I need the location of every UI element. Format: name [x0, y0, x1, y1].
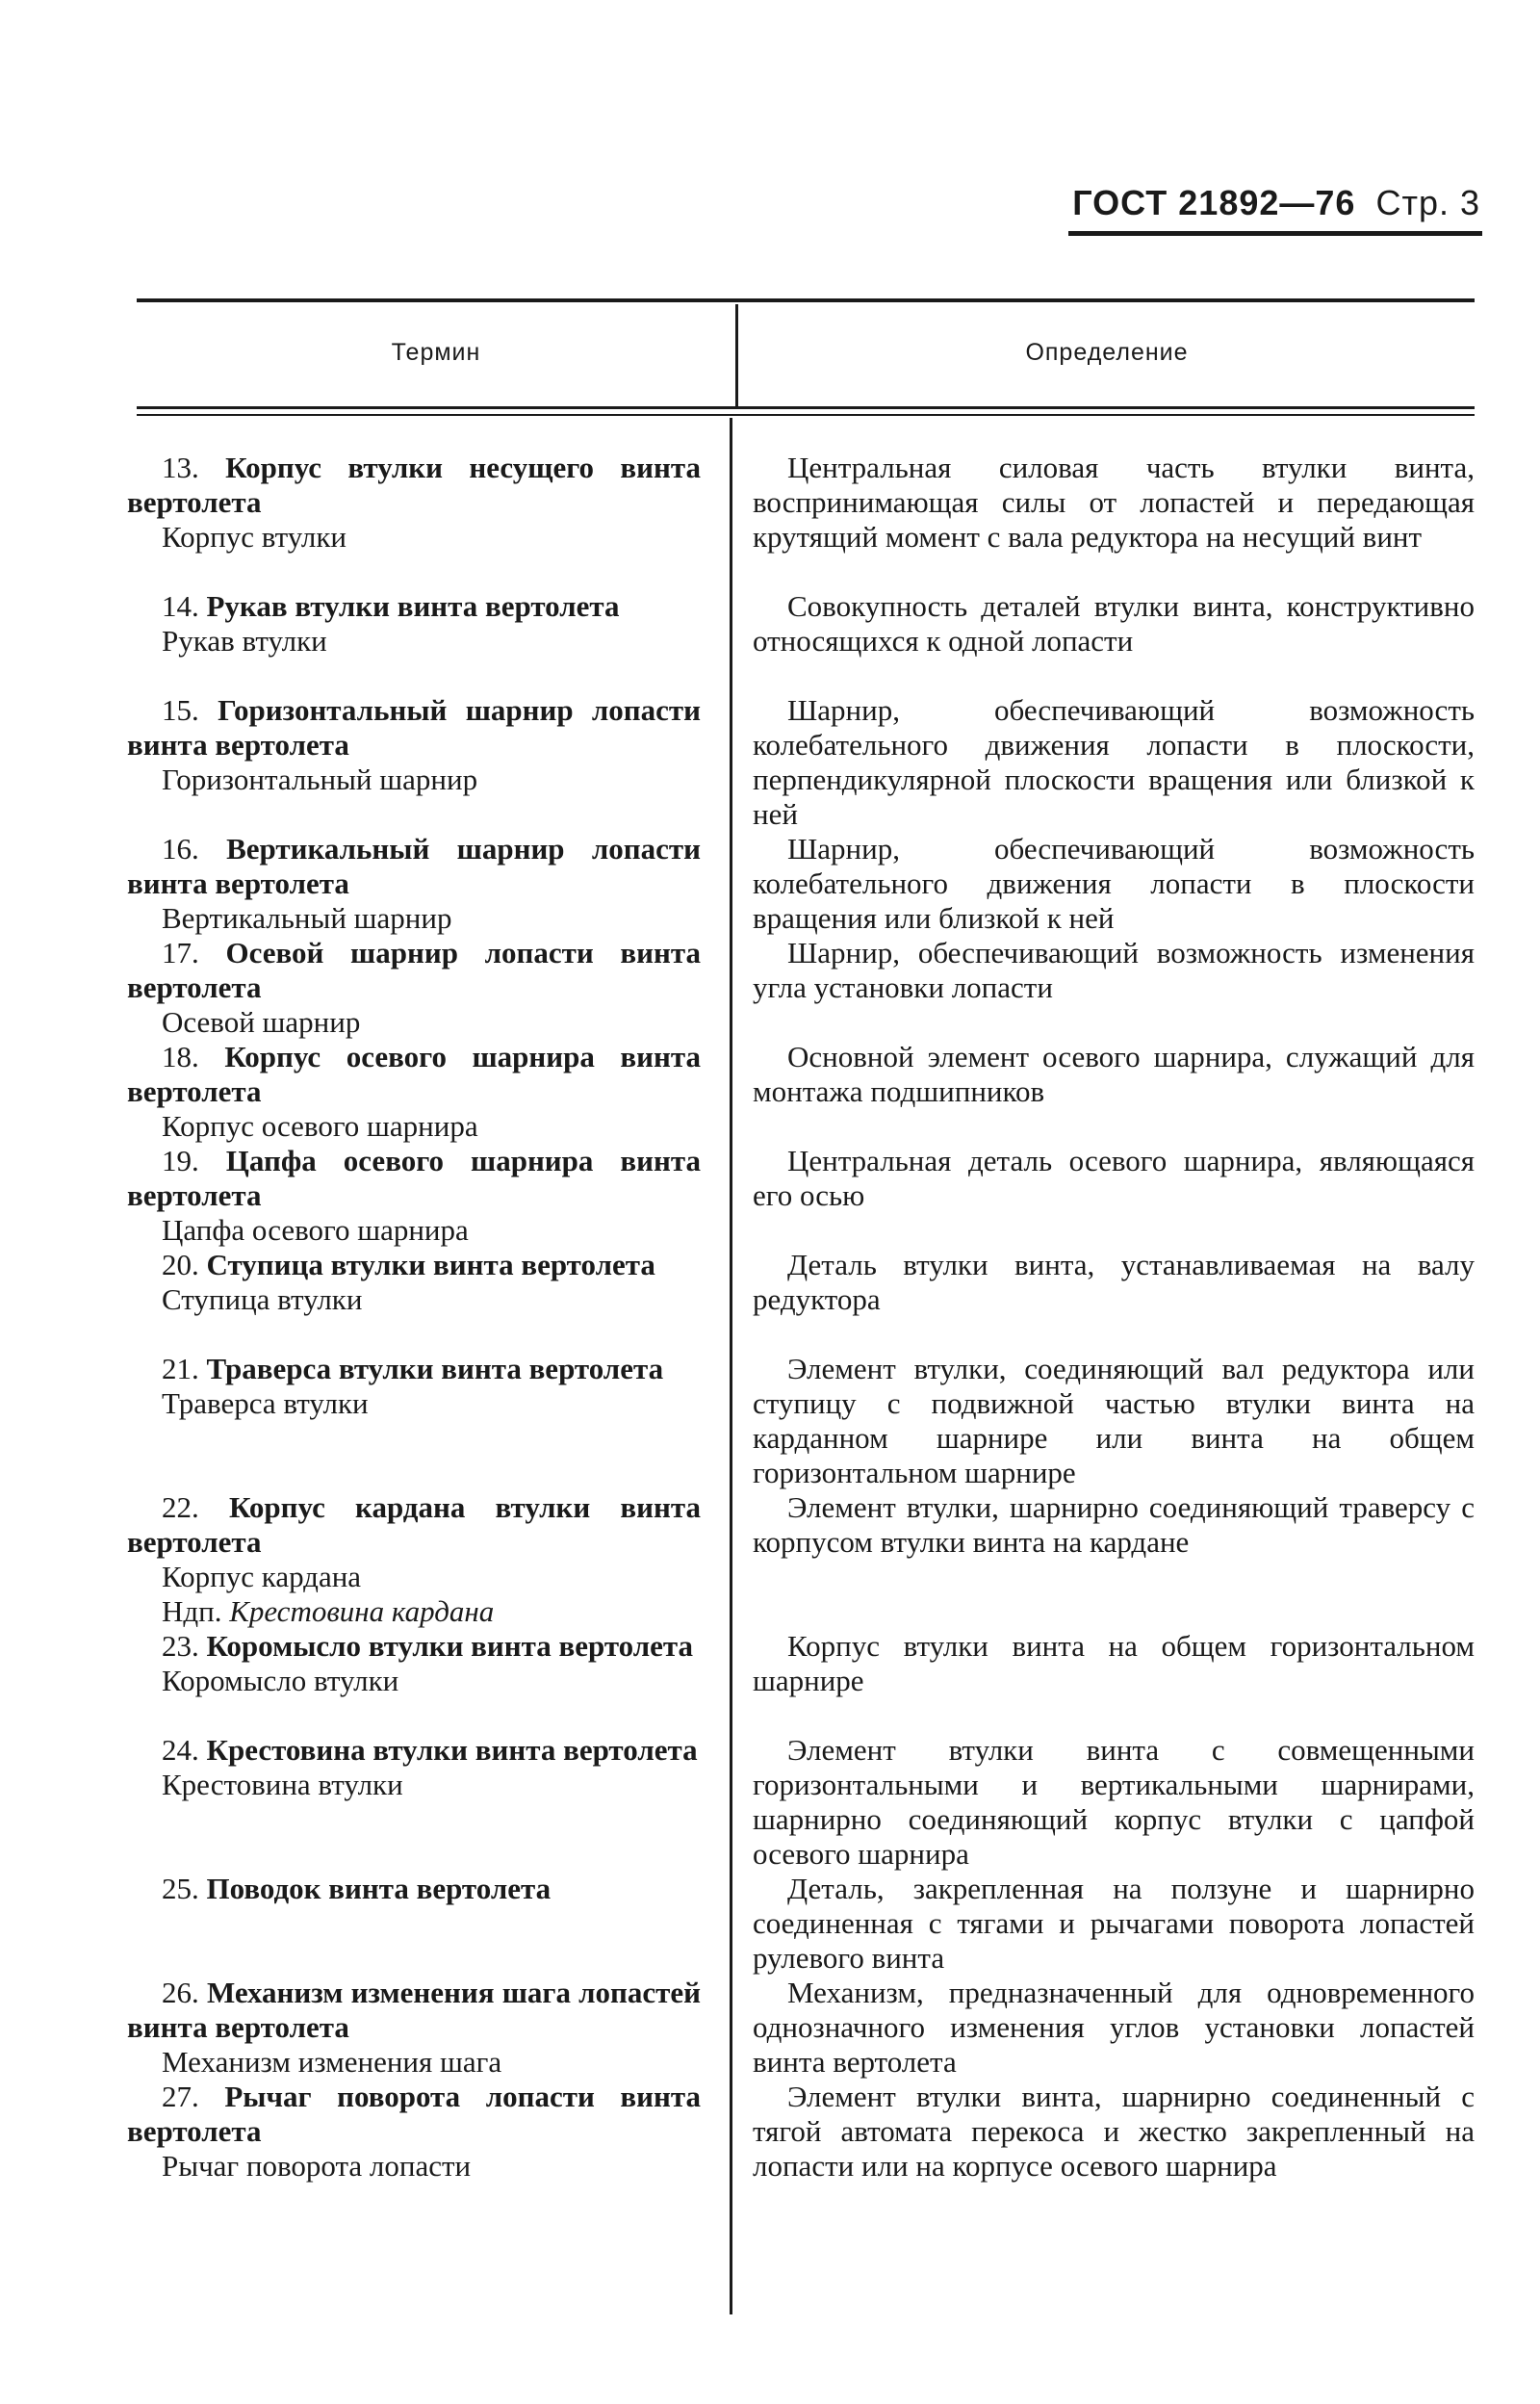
- term-short-form: Рычаг поворота лопасти: [162, 2149, 472, 2183]
- term-short-form: Коромысло втулки: [162, 1664, 399, 1697]
- table-header-rule-2: [137, 414, 1475, 416]
- table-column-divider: [735, 304, 738, 408]
- definition-row-15: Шарнир, обеспечивающий возможность колебательного движения лопасти в плоскости, перпендикулярной плоскости вращения или близкой к ней: [753, 693, 1475, 831]
- term-short-form: Горизонтальный шарнир: [162, 763, 478, 796]
- term-number: 22.: [162, 1490, 199, 1524]
- term-title: Рычаг поворота лопасти винта вертолета: [127, 2080, 701, 2148]
- term-title: Крестовина втулки винта вертолета: [206, 1733, 698, 1767]
- term-row-24: [127, 1733, 701, 1802]
- term-deprecated: [127, 1594, 701, 1629]
- term-number: 19.: [162, 1144, 199, 1177]
- term-number: 18.: [162, 1040, 199, 1073]
- term-row-26: [127, 1976, 701, 2080]
- term-row-27: [127, 2080, 701, 2184]
- term-title: Рукав втулки винта вертолета: [206, 589, 620, 623]
- term-number: 25.: [162, 1872, 199, 1905]
- page-header: [1072, 183, 1480, 223]
- table-header-rule: [137, 406, 1475, 409]
- page-number: Стр. 3: [1375, 183, 1480, 222]
- definition-row-25: Деталь, закрепленная на ползуне и шарнирно соединенная с тягами и рычагами поворота лопастей рулевого винта: [753, 1872, 1475, 1975]
- table-top-rule: [137, 298, 1475, 302]
- term-number: 23.: [162, 1629, 199, 1663]
- definition-row-18: Основной элемент осевого шарнира, служащий для монтажа подшипников: [753, 1040, 1475, 1108]
- term-title: Механизм изменения шага лопастей винта вертолета: [127, 1976, 702, 2044]
- term-number: 14.: [162, 589, 199, 623]
- term-title: Осевой шарнир лопасти винта вертолета: [127, 936, 701, 1004]
- definition-row-23: Корпус втулки винта на общем горизонтальном шарнире: [753, 1629, 1475, 1697]
- term-short-form: Корпус втулки: [162, 520, 346, 554]
- term-row-17: [127, 936, 701, 1040]
- term-title: Корпус осевого шарнира винта вертолета: [127, 1040, 701, 1108]
- definition-row-16: Шарнир, обеспечивающий возможность колебательного движения лопасти в плоскости вращения или близкой к ней: [753, 832, 1475, 935]
- term-row-15: [127, 693, 701, 797]
- term-row-22: [127, 1490, 701, 1629]
- column-header-term: Термин: [391, 339, 481, 366]
- definition-row-17: Шарнир, обеспечивающий возможность изменения угла установки лопасти: [753, 936, 1475, 1004]
- term-short-form: Рукав втулки: [162, 624, 327, 658]
- header-rule: [1068, 231, 1482, 236]
- term-row-25: [127, 1872, 701, 1906]
- term-title: Корпус кардана втулки винта вертолета: [127, 1490, 701, 1559]
- term-number: 15.: [162, 693, 199, 727]
- term-row-18: [127, 1040, 701, 1144]
- term-number: 16.: [162, 832, 199, 866]
- term-short-form: Осевой шарнир: [162, 1005, 361, 1039]
- definition-row-19: Центральная деталь осевого шарнира, являющаяся его осью: [753, 1144, 1475, 1212]
- term-row-19: [127, 1144, 701, 1248]
- term-number: 17.: [162, 936, 199, 969]
- term-short-form: Механизм изменения шага: [162, 2045, 502, 2079]
- term-short-form: Вертикальный шарнир: [162, 901, 452, 935]
- term-title: Вертикальный шарнир лопасти винта вертолета: [127, 832, 701, 900]
- definition-row-14: Совокупность деталей втулки винта, конструктивно относящихся к одной лопасти: [753, 589, 1475, 658]
- definition-row-13: Центральная силовая часть втулки винта, воспринимающая силы от лопастей и передающая крутящий момент с вала редуктора на несущий винт: [753, 451, 1475, 554]
- deprecated-term: Крестовина кардана: [229, 1594, 495, 1628]
- term-title: Корпус втулки несущего винта вертолета: [127, 451, 701, 519]
- term-number: 26.: [162, 1976, 199, 2009]
- column-header-definition: Определение: [1025, 339, 1189, 366]
- term-number: 21.: [162, 1352, 199, 1385]
- term-short-form: Крестовина втулки: [162, 1768, 403, 1801]
- definition-row-27: Элемент втулки винта, шарнирно соединенный с тягой автомата перекоса и жестко закрепленный на лопасти или на корпусе осевого шарнира: [753, 2080, 1475, 2183]
- definition-row-22: Элемент втулки, шарнирно соединяющий траверсу с корпусом втулки винта на кардане: [753, 1490, 1475, 1559]
- term-short-form: Корпус кардана: [162, 1560, 362, 1593]
- term-row-14: [127, 589, 701, 659]
- term-short-form: Корпус осевого шарнира: [162, 1109, 478, 1143]
- term-row-13: [127, 451, 701, 555]
- term-row-23: [127, 1629, 701, 1698]
- term-number: 24.: [162, 1733, 199, 1767]
- deprecated-label: Ндп.: [162, 1594, 222, 1628]
- term-title: Коромысло втулки винта вертолета: [206, 1629, 694, 1663]
- term-short-form: Ступица втулки: [162, 1282, 363, 1316]
- document-code: ГОСТ 21892—76: [1072, 183, 1356, 222]
- definition-row-20: Деталь втулки винта, устанавливаемая на валу редуктора: [753, 1248, 1475, 1316]
- term-title: Поводок винта вертолета: [206, 1872, 552, 1905]
- term-number: 13.: [162, 451, 199, 484]
- term-title: Горизонтальный шарнир лопасти винта вертолета: [127, 693, 701, 762]
- term-title: Траверса втулки винта вертолета: [206, 1352, 664, 1385]
- definition-row-24: Элемент втулки винта с совмещенными горизонтальными и вертикальными шарнирами, шарнирно соединяющий корпус втулки с цапфой осевого шарнира: [753, 1733, 1475, 1871]
- term-title: Цапфа осевого шарнира винта вертолета: [127, 1144, 701, 1212]
- term-short-form: Цапфа осевого шарнира: [162, 1213, 469, 1247]
- term-row-21: [127, 1352, 701, 1421]
- term-row-16: [127, 832, 701, 936]
- term-row-20: [127, 1248, 701, 1317]
- term-short-form: Траверса втулки: [162, 1386, 369, 1420]
- term-title: Ступица втулки винта вертолета: [206, 1248, 655, 1281]
- table-column-divider-body: [730, 418, 732, 2314]
- term-number: 27.: [162, 2080, 199, 2113]
- term-number: 20.: [162, 1248, 199, 1281]
- definition-row-26: Механизм, предназначенный для одновременного однозначного изменения углов установки лопастей винта вертолета: [753, 1976, 1475, 2079]
- definition-row-21: Элемент втулки, соединяющий вал редуктора или ступицу с подвижной частью втулки винта на карданном шарнире или винта на общем горизонтальном шарнире: [753, 1352, 1475, 1489]
